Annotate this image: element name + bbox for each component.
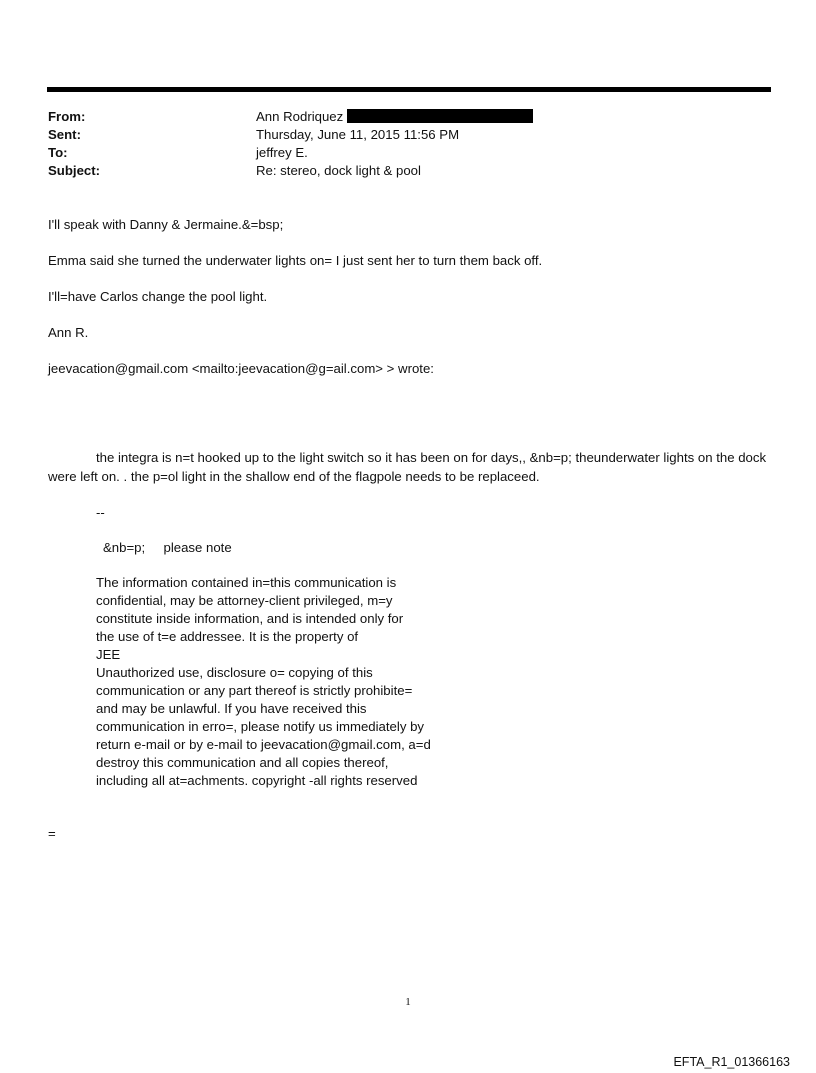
from-label: From: [48,109,86,124]
redaction-bar [347,109,533,123]
sent-value: Thursday, June 11, 2015 11:56 PM [256,127,460,142]
from-row [48,108,748,126]
header-rule [47,87,771,92]
subject-value: Re: stereo, dock light & pool [256,163,421,178]
quoted-paragraph: the integra is n=t hooked up to the light switch so it has been on for days,, &nb=p; theunderwater lights on the dock were left on. . the p=ol light in the shallow end of the flagpole needs to be replaceed. [48,450,767,484]
please-note: &nb=p; please note [103,540,232,555]
disclaimer-line: confidential, may be attorney-client privileged, m=y [96,593,393,608]
quote-intro: jeevacation@gmail.com <mailto:jeevacation@g=ail.com> > wrote: [48,361,434,376]
to-label: To: [48,145,68,160]
subject-label: Subject: [48,163,101,178]
disclaimer-line: Unauthorized use, disclosure o= copying of this [96,665,373,680]
disclaimer-block [96,574,431,790]
disclaimer-line: destroy this communication and all copies thereof, [96,755,389,770]
disclaimer-line: JEE [96,647,121,662]
to-value: jeffrey E. [256,145,308,160]
body-line-1: I'll speak with Danny & Jermaine.&=bsp; [48,217,284,232]
disclaimer-line: communication in erro=, please notify us immediately by [96,719,425,734]
disclaimer-line: constitute inside information, and is intended only for [96,611,404,626]
to-row [48,144,748,162]
page-number: 1 [405,996,411,1008]
body-line-3: I'll=have Carlos change the pool light. [48,289,268,304]
disclaimer-line: return e-mail or by e-mail to jeevacation@gmail.com, a=d [96,737,431,752]
disclaimer-line: the use of t=e addressee. It is the property of [96,629,359,644]
body-line-2: Emma said she turned the underwater lights on= I just sent her to turn them back off. [48,253,543,268]
disclaimer-line: including all at=achments. copyright -all rights reserved [96,773,418,788]
sent-label: Sent: [48,127,81,142]
from-value: Ann Rodriquez [256,109,344,124]
disclaimer-line: and may be unlawful. If you have received this [96,701,367,716]
email-header [48,108,748,180]
subject-row [48,162,748,180]
disclaimer-line: communication or any part thereof is strictly prohibite= [96,683,413,698]
signature-dashes: -- [96,505,105,520]
signoff: Ann R. [48,325,89,340]
trailing-equals: = [48,826,56,841]
disclaimer-line: The information contained in=this communication is [96,575,397,590]
sent-row [48,126,748,144]
document-id: EFTA_R1_01366163 [673,1055,790,1069]
